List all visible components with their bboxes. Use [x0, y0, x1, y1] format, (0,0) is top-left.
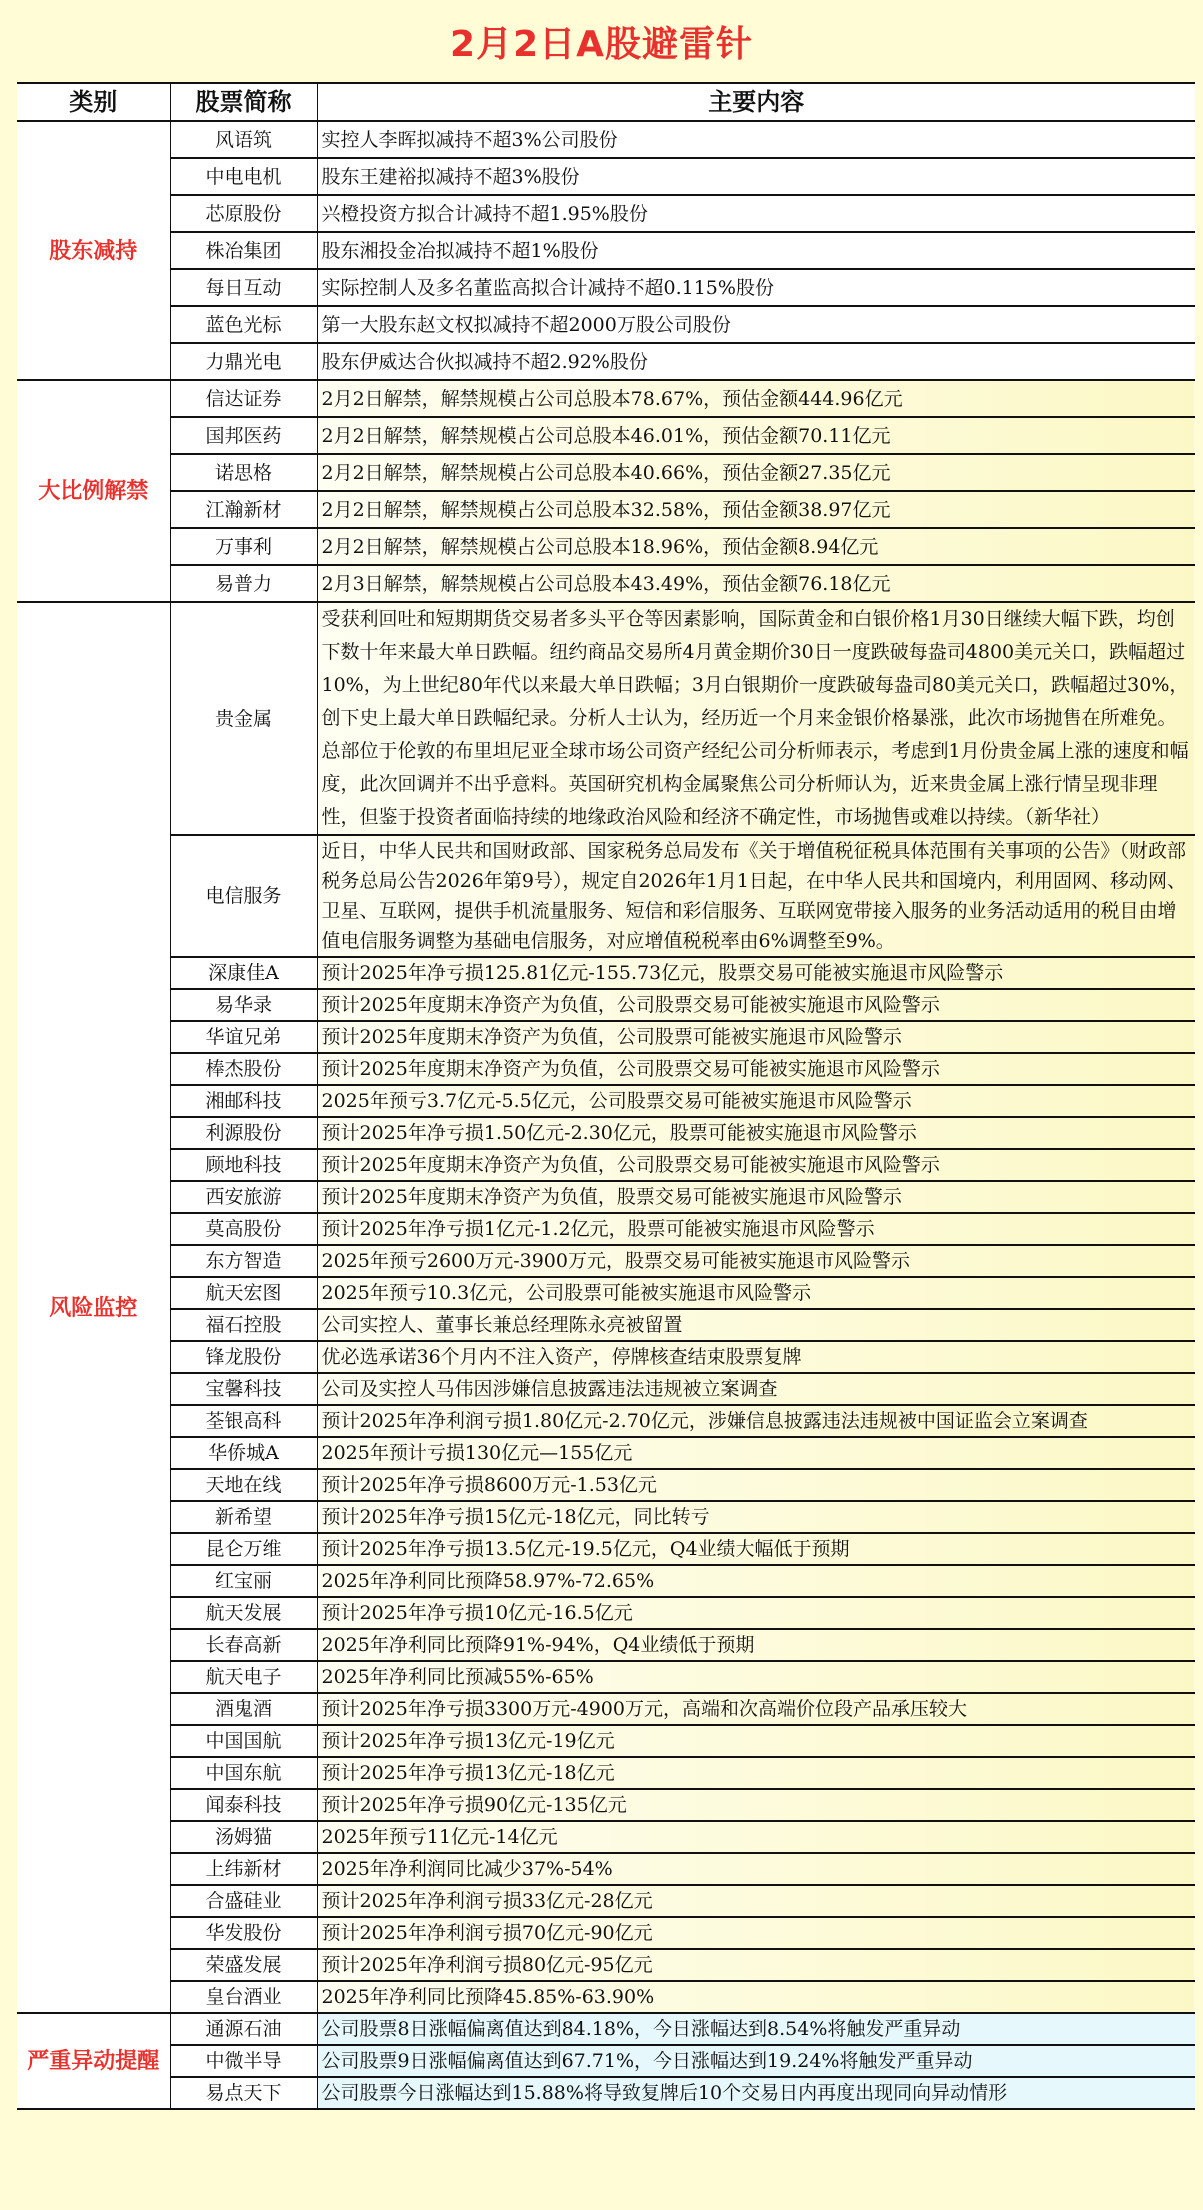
stock-name: 芯原股份 — [170, 195, 317, 232]
stock-name: 深康佳A — [170, 957, 317, 989]
content-text: 预计2025年度期末净资产为负值，公司股票交易可能被实施退市风险警示 — [317, 1053, 1195, 1085]
stock-name: 利源股份 — [170, 1117, 317, 1149]
table-row — [17, 957, 1195, 989]
stock-name: 航天宏图 — [170, 1277, 317, 1309]
table-row — [17, 491, 1195, 528]
table-row — [17, 835, 1195, 957]
content-text: 兴橙投资方拟合计减持不超1.95%股份 — [317, 195, 1195, 232]
stock-name: 汤姆猫 — [170, 1821, 317, 1853]
content-text: 预计2025年度期末净资产为负值，公司股票可能被实施退市风险警示 — [317, 1021, 1195, 1053]
table-row — [17, 1949, 1195, 1981]
table-row — [17, 1341, 1195, 1373]
table-row — [17, 2013, 1195, 2045]
content-text: 预计2025年净利润亏损80亿元-95亿元 — [317, 1949, 1195, 1981]
content-text: 预计2025年净亏损13亿元-18亿元 — [317, 1757, 1195, 1789]
stock-name: 力鼎光电 — [170, 343, 317, 380]
stock-name: 新希望 — [170, 1501, 317, 1533]
table-row — [17, 306, 1195, 343]
content-text: 2月2日解禁，解禁规模占公司总股本18.96%，预估金额8.94亿元 — [317, 528, 1195, 565]
table-row — [17, 2045, 1195, 2077]
table-row — [17, 1853, 1195, 1885]
table-row — [17, 1405, 1195, 1437]
stock-name: 华谊兄弟 — [170, 1021, 317, 1053]
table-row — [17, 1053, 1195, 1085]
content-text: 2月2日解禁，解禁规模占公司总股本32.58%，预估金额38.97亿元 — [317, 491, 1195, 528]
stock-name: 东方智造 — [170, 1245, 317, 1277]
header-category: 类别 — [17, 83, 170, 121]
stock-name: 蓝色光标 — [170, 306, 317, 343]
table-row — [17, 1565, 1195, 1597]
content-text: 预计2025年净亏损10亿元-16.5亿元 — [317, 1597, 1195, 1629]
table-row — [17, 1213, 1195, 1245]
table-row — [17, 1117, 1195, 1149]
stock-name: 莫高股份 — [170, 1213, 317, 1245]
table-row — [17, 380, 1195, 417]
content-text: 预计2025年净利润亏损33亿元-28亿元 — [317, 1885, 1195, 1917]
table-row — [17, 417, 1195, 454]
table-row — [17, 1725, 1195, 1757]
content-text: 优必选承诺36个月内不注入资产，停牌核查结束股票复牌 — [317, 1341, 1195, 1373]
table-row — [17, 1757, 1195, 1789]
stock-name: 荣盛发展 — [170, 1949, 317, 1981]
content-text: 2月2日解禁，解禁规模占公司总股本78.67%，预估金额444.96亿元 — [317, 380, 1195, 417]
stock-name: 锋龙股份 — [170, 1341, 317, 1373]
table-row — [17, 1917, 1195, 1949]
table-row — [17, 195, 1195, 232]
table-row — [17, 1277, 1195, 1309]
category-label: 风险监控 — [17, 602, 170, 2013]
table-row — [17, 2077, 1195, 2109]
stock-warning-table — [17, 82, 1195, 2110]
content-text: 2025年预亏11亿元-14亿元 — [317, 1821, 1195, 1853]
table-row — [17, 1181, 1195, 1213]
stock-name: 中国国航 — [170, 1725, 317, 1757]
content-text: 预计2025年度期末净资产为负值，公司股票交易可能被实施退市风险警示 — [317, 1149, 1195, 1181]
header-content: 主要内容 — [317, 83, 1195, 121]
stock-name: 风语筑 — [170, 121, 317, 158]
stock-name: 上纬新材 — [170, 1853, 317, 1885]
content-text: 2月3日解禁，解禁规模占公司总股本43.49%，预估金额76.18亿元 — [317, 565, 1195, 602]
content-text: 2025年预亏10.3亿元，公司股票可能被实施退市风险警示 — [317, 1277, 1195, 1309]
stock-name: 顾地科技 — [170, 1149, 317, 1181]
stock-name: 江瀚新材 — [170, 491, 317, 528]
stock-name: 株冶集团 — [170, 232, 317, 269]
content-text: 2月2日解禁，解禁规模占公司总股本46.01%，预估金额70.11亿元 — [317, 417, 1195, 454]
header-stock-name: 股票简称 — [170, 83, 317, 121]
content-text: 2025年预计亏损130亿元—155亿元 — [317, 1437, 1195, 1469]
stock-name: 皇台酒业 — [170, 1981, 317, 2013]
stock-name: 每日互动 — [170, 269, 317, 306]
stock-name: 福石控股 — [170, 1309, 317, 1341]
stock-name: 湘邮科技 — [170, 1085, 317, 1117]
content-text: 预计2025年净亏损1.50亿元-2.30亿元，股票可能被实施退市风险警示 — [317, 1117, 1195, 1149]
content-text: 2月2日解禁，解禁规模占公司总股本40.66%，预估金额27.35亿元 — [317, 454, 1195, 491]
stock-name: 昆仑万维 — [170, 1533, 317, 1565]
stock-name: 荃银高科 — [170, 1405, 317, 1437]
stock-name: 国邦医药 — [170, 417, 317, 454]
content-text: 公司实控人、董事长兼总经理陈永亮被留置 — [317, 1309, 1195, 1341]
table-row — [17, 1469, 1195, 1501]
category-label: 大比例解禁 — [17, 380, 170, 602]
stock-name: 通源石油 — [170, 2013, 317, 2045]
table-row — [17, 565, 1195, 602]
content-text: 股东湘投金冶拟减持不超1%股份 — [317, 232, 1195, 269]
content-text: 预计2025年度期末净资产为负值，公司股票交易可能被实施退市风险警示 — [317, 989, 1195, 1021]
page-title: 2月2日A股避雷针 — [450, 23, 753, 65]
table-row — [17, 528, 1195, 565]
stock-name: 棒杰股份 — [170, 1053, 317, 1085]
content-text: 实际控制人及多名董监高拟合计减持不超0.115%股份 — [317, 269, 1195, 306]
content-text: 公司股票8日涨幅偏离值达到84.18%，今日涨幅达到8.54%将触发严重异动 — [317, 2013, 1195, 2045]
table-row — [17, 1533, 1195, 1565]
content-text: 2025年净利同比预降45.85%-63.90% — [317, 1981, 1195, 2013]
category-label: 严重异动提醒 — [17, 2013, 170, 2109]
stock-name: 航天电子 — [170, 1661, 317, 1693]
table-row — [17, 1149, 1195, 1181]
stock-name: 易普力 — [170, 565, 317, 602]
table-row — [17, 1821, 1195, 1853]
stock-name: 信达证券 — [170, 380, 317, 417]
stock-name: 易华录 — [170, 989, 317, 1021]
content-text: 预计2025年净亏损15亿元-18亿元，同比转亏 — [317, 1501, 1195, 1533]
content-text: 预计2025年净利润亏损70亿元-90亿元 — [317, 1917, 1195, 1949]
stock-name: 中国东航 — [170, 1757, 317, 1789]
stock-name: 航天发展 — [170, 1597, 317, 1629]
stock-name: 华侨城A — [170, 1437, 317, 1469]
table-row — [17, 454, 1195, 491]
stock-name: 诺思格 — [170, 454, 317, 491]
table-row — [17, 1437, 1195, 1469]
table-row — [17, 121, 1195, 158]
stock-name: 电信服务 — [170, 835, 317, 957]
content-text: 预计2025年净利润亏损1.80亿元-2.70亿元，涉嫌信息披露违法违规被中国证监会立案调查 — [317, 1405, 1195, 1437]
table-row — [17, 1501, 1195, 1533]
table-row — [17, 1245, 1195, 1277]
table-row — [17, 602, 1195, 835]
content-text: 股东王建裕拟减持不超3%股份 — [317, 158, 1195, 195]
content-text: 2025年净利润同比减少37%-54% — [317, 1853, 1195, 1885]
content-text: 预计2025年度期末净资产为负值，股票交易可能被实施退市风险警示 — [317, 1181, 1195, 1213]
stock-name: 酒鬼酒 — [170, 1693, 317, 1725]
stock-name: 西安旅游 — [170, 1181, 317, 1213]
table-row — [17, 989, 1195, 1021]
content-text: 受获利回吐和短期期货交易者多头平仓等因素影响，国际黄金和白银价格1月30日继续大幅下跌，均创下数十年来最大单日跌幅。纽约商品交易所4月黄金期价30日一度跌破每盎司4800美元关口，跌幅超过10%，为上世纪80年代以来最大单日跌幅；3月白银期价一度跌破每盎司80美元关口，跌幅超过30%，创下史上最大单日跌幅纪录。分析人士认为，经历近一个月来金银价格暴涨，此次市场抛售在所难免。总部位于伦敦的布里坦尼亚全球市场公司资产经纪公司分析师表示，考虑到1月份贵金属上涨的速度和幅度，此次回调并不出乎意料。英国研究机构金属聚焦公司分析师认为，近来贵金属上涨行情呈现非理性，但鉴于投资者面临持续的地缘政治风险和经济不确定性，市场抛售或难以持续。（新华社） — [317, 602, 1195, 835]
content-text: 股东伊威达合伙拟减持不超2.92%股份 — [317, 343, 1195, 380]
table-row — [17, 1789, 1195, 1821]
content-text: 预计2025年净亏损8600万元-1.53亿元 — [317, 1469, 1195, 1501]
content-text: 实控人李晖拟减持不超3%公司股份 — [317, 121, 1195, 158]
content-text: 公司股票今日涨幅达到15.88%将导致复牌后10个交易日内再度出现同向异动情形 — [317, 2077, 1195, 2109]
stock-name: 中微半导 — [170, 2045, 317, 2077]
table-row — [17, 1629, 1195, 1661]
stock-name: 闻泰科技 — [170, 1789, 317, 1821]
table-row — [17, 1885, 1195, 1917]
content-text: 2025年净利同比预降58.97%-72.65% — [317, 1565, 1195, 1597]
stock-name: 华发股份 — [170, 1917, 317, 1949]
table-row — [17, 158, 1195, 195]
table-row — [17, 1981, 1195, 2013]
content-text: 预计2025年净亏损125.81亿元-155.73亿元，股票交易可能被实施退市风险警示 — [317, 957, 1195, 989]
stock-name: 合盛硅业 — [170, 1885, 317, 1917]
content-text: 公司股票9日涨幅偏离值达到67.71%，今日涨幅达到19.24%将触发严重异动 — [317, 2045, 1195, 2077]
table-row — [17, 343, 1195, 380]
stock-name: 万事利 — [170, 528, 317, 565]
table-row — [17, 1021, 1195, 1053]
table-row — [17, 1309, 1195, 1341]
table-header-row — [17, 83, 1195, 121]
content-text: 预计2025年净亏损13.5亿元-19.5亿元，Q4业绩大幅低于预期 — [317, 1533, 1195, 1565]
content-text: 公司及实控人马伟因涉嫌信息披露违法违规被立案调查 — [317, 1373, 1195, 1405]
stock-name: 长春高新 — [170, 1629, 317, 1661]
table-row — [17, 269, 1195, 306]
stock-name: 宝馨科技 — [170, 1373, 317, 1405]
stock-name: 红宝丽 — [170, 1565, 317, 1597]
table-row — [17, 1597, 1195, 1629]
table-row — [17, 1373, 1195, 1405]
content-text: 预计2025年净亏损90亿元-135亿元 — [317, 1789, 1195, 1821]
content-text: 第一大股东赵文权拟减持不超2000万股公司股份 — [317, 306, 1195, 343]
content-text: 2025年净利同比预减55%-65% — [317, 1661, 1195, 1693]
table-row — [17, 1693, 1195, 1725]
table-row — [17, 232, 1195, 269]
table-row — [17, 1085, 1195, 1117]
content-text: 近日，中华人民共和国财政部、国家税务总局发布《关于增值税征税具体范围有关事项的公告》（财政部 税务总局公告2026年第9号），规定自2026年1月1日起，在中华人民共和国境内，利用固网、移动网、卫星、互联网，提供手机流量服务、短信和彩信服务、互联网宽带接入服务的业务活动适用的税目由增值电信服务调整为基础电信服务，对应增值税税率由6%调整至9%。 — [317, 835, 1195, 957]
stock-name: 天地在线 — [170, 1469, 317, 1501]
content-text: 预计2025年净亏损1亿元-1.2亿元，股票可能被实施退市风险警示 — [317, 1213, 1195, 1245]
content-text: 2025年净利同比预降91%-94%，Q4业绩低于预期 — [317, 1629, 1195, 1661]
table-row — [17, 1661, 1195, 1693]
content-text: 2025年预亏3.7亿元-5.5亿元，公司股票交易可能被实施退市风险警示 — [317, 1085, 1195, 1117]
content-text: 2025年预亏2600万元-3900万元，股票交易可能被实施退市风险警示 — [317, 1245, 1195, 1277]
stock-name: 易点天下 — [170, 2077, 317, 2109]
stock-name: 中电电机 — [170, 158, 317, 195]
stock-name: 贵金属 — [170, 602, 317, 835]
content-text: 预计2025年净亏损3300万元-4900万元，高端和次高端价位段产品承压较大 — [317, 1693, 1195, 1725]
category-label: 股东减持 — [17, 121, 170, 380]
content-text: 预计2025年净亏损13亿元-19亿元 — [317, 1725, 1195, 1757]
